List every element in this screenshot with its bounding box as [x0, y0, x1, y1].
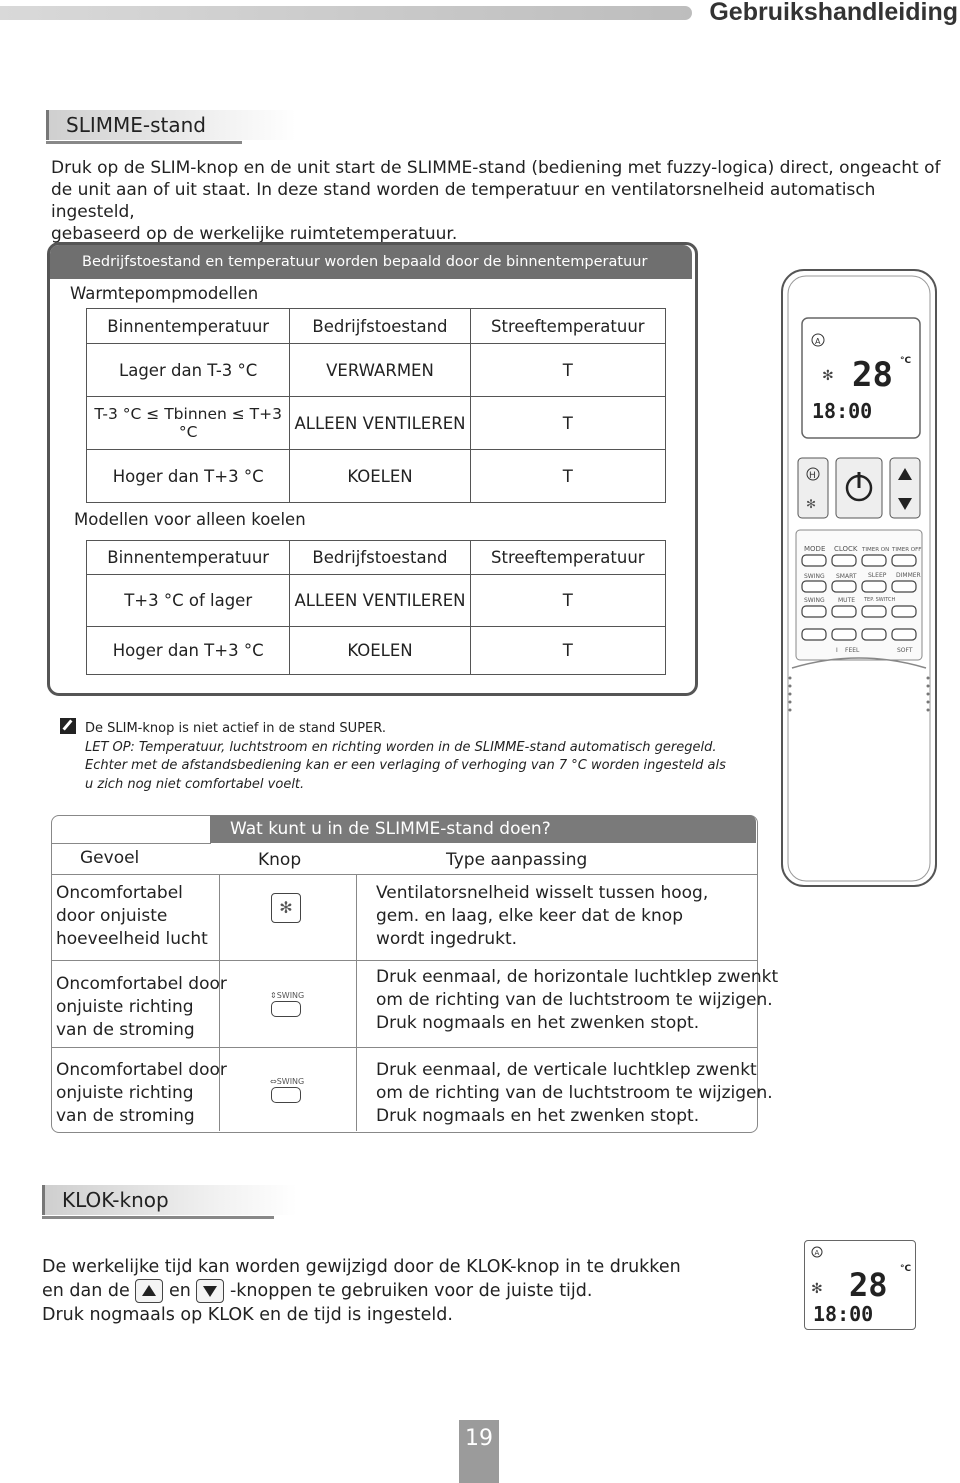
remote-btn-label: TIMER OFF [892, 547, 922, 553]
table-cell: ALLEEN VENTILEREN [290, 575, 470, 627]
note-icon [60, 718, 76, 734]
cooling-table [86, 540, 666, 675]
clock-line: De werkelijke tijd kan worden gewijzigd door de KLOK-knop in te drukken [42, 1257, 681, 1277]
section-heading-clock-text: KLOK-knop [62, 1188, 169, 1212]
slim-intro-line: de unit aan of uit staat. In deze stand worden de temperatuur en ventilatorsnelheid automatisch ingesteld, [51, 180, 876, 222]
lcd-unit: °C [900, 1264, 912, 1274]
remote-btn-label: MODE [804, 545, 826, 553]
header-bar [0, 6, 692, 20]
clock-text [42, 1255, 681, 1327]
table-header-cell: Binnentemperatuur [87, 541, 290, 575]
fan-button-icon: ✻ [271, 893, 301, 923]
remote-btn-label: SOFT [897, 647, 913, 654]
heatpump-label: Warmtepompmodellen [70, 284, 259, 303]
down-arrow-button-icon [196, 1279, 224, 1303]
table-row [87, 575, 666, 627]
remote-btn-label: SWING [804, 597, 825, 604]
svg-text:A: A [815, 337, 821, 346]
feel-cell: Oncomfortabel door onjuiste hoeveelheid lucht [56, 883, 208, 949]
note-line: u zich nog niet comfortabel voelt. [85, 776, 305, 792]
table-cell: ALLEEN VENTILEREN [290, 397, 470, 450]
col-header-gevoel: Gevoel [80, 848, 140, 868]
desc-cell: Druk eenmaal, de verticale luchtklep zwenkt om de richting van de luchtstroom te wijzigen. Druk nogmaals en het zwenken stopt. [376, 1060, 773, 1126]
table-header-row [87, 309, 666, 344]
remote-btn-label: DIMMER [896, 572, 921, 579]
table-cell: T [470, 344, 665, 397]
lcd-temp: 28 [849, 1266, 888, 1304]
feel-cell: Oncomfortabel door onjuiste richting van de stroming [56, 974, 227, 1040]
remote-btn-label: TIMER ON [862, 547, 890, 553]
table-cell: T [470, 627, 665, 675]
remote-control-illustration [780, 268, 938, 888]
table-cell: Hoger dan T+3 °C [87, 450, 290, 503]
remote-btn-label: TEP. SWITCH [864, 597, 896, 603]
svg-text:✻: ✻ [822, 368, 834, 384]
remote-btn-label: SLEEP [868, 572, 887, 579]
slim-intro-line: gebaseerd op de werkelijke ruimtetemperatuur. [51, 224, 458, 244]
note-line: Echter met de afstandsbediening kan er een verlaging of verhoging van 7 °C worden ingesteld als [85, 758, 726, 773]
svg-text:✻: ✻ [811, 1281, 823, 1297]
slim-note [85, 720, 726, 794]
table-header-cell: Binnentemperatuur [87, 309, 290, 344]
remote-time: 18:00 [812, 399, 873, 423]
section-heading-slim-text: SLIMME-stand [66, 113, 206, 137]
swing-horizontal-button-icon [271, 1087, 301, 1103]
slim-intro [51, 157, 960, 245]
section-heading-slim [46, 110, 296, 140]
page-number: 19 [459, 1420, 499, 1483]
remote-btn-label: SWING [804, 573, 825, 580]
up-arrow-button-icon [135, 1279, 163, 1303]
section-heading-clock [42, 1185, 297, 1215]
table-cell: KOELEN [290, 627, 470, 675]
feel-cell: Oncomfortabel door onjuiste richting van de stroming [56, 1060, 227, 1126]
cooling-label: Modellen voor alleen koelen [74, 510, 306, 529]
table-header-cell: Streeftemperatuur [470, 541, 665, 575]
slim-intro-line: Druk op de SLIM-knop en de unit start de SLIMME-stand (bediening met fuzzy-logica) direct, ongeacht of [51, 158, 941, 178]
col-header-type: Type aanpassing [446, 850, 588, 870]
table-header-cell: Streeftemperatuur [470, 309, 665, 344]
table-cell: T-3 °C ≤ Tbinnen ≤ T+3 °C [87, 397, 290, 450]
table-row [87, 344, 666, 397]
remote-h-label: H [809, 471, 816, 481]
desc-cell: Ventilatorsnelheid wisselt tussen hoog, gem. en laag, elke keer dat de knop wordt ingedrukt. [376, 883, 709, 949]
table-header-cell: Bedrijfstoestand [290, 309, 470, 344]
table-cell: VERWARMEN [290, 344, 470, 397]
table-cell: T+3 °C of lager [87, 575, 290, 627]
table-row [87, 397, 666, 450]
document-title: Gebruikshandleiding [709, 0, 958, 26]
table-cell: KOELEN [290, 450, 470, 503]
table-cell: T [470, 397, 665, 450]
remote-btn-label: FEEL [845, 647, 860, 654]
remote-temp: 28 [852, 355, 893, 395]
swing-vertical-button-icon [271, 1001, 301, 1017]
swing-horizontal-label: ⇔SWING [270, 1077, 305, 1086]
lcd-display-illustration [804, 1240, 916, 1330]
table-header-cell: Bedrijfstoestand [290, 541, 470, 575]
remote-control-drawing [780, 268, 938, 888]
table-row [87, 450, 666, 503]
clock-line: en dan de en -knoppen te gebruiken voor de juiste tijd. [42, 1281, 593, 1301]
svg-text:A: A [814, 1249, 820, 1257]
heatpump-table [86, 308, 666, 503]
remote-btn-label: MUTE [838, 597, 856, 604]
table-header-row [87, 541, 666, 575]
panel-title: Bedrijfstoestand en temperatuur worden bepaald door de binnentemperatuur [50, 245, 692, 279]
table-cell: Lager dan T-3 °C [87, 344, 290, 397]
remote-btn-label: SMART [836, 573, 857, 580]
table-cell: T [470, 575, 665, 627]
desc-cell: Druk eenmaal, de horizontale luchtklep zwenkt om de richting van de luchtstroom te wijzigen. Druk nogmaals en het zwenken stopt. [376, 967, 779, 1033]
svg-text:✻: ✻ [806, 497, 817, 511]
table-cell: Hoger dan T+3 °C [87, 627, 290, 675]
lcd-display-drawing [805, 1241, 915, 1329]
remote-unit: °C [900, 356, 912, 366]
remote-btn-label: CLOCK [834, 545, 858, 553]
remote-btn-label: I [836, 647, 838, 654]
note-line: LET OP: Temperatuur, luchtstroom en richting worden in de SLIMME-stand automatisch geregeld. [85, 739, 717, 755]
table-row [87, 627, 666, 675]
swing-vertical-label: ⇕SWING [270, 991, 305, 1000]
lcd-time: 18:00 [813, 1302, 874, 1326]
what-table-title: Wat kunt u in de SLIMME-stand doen? [210, 815, 756, 843]
clock-line: Druk nogmaals op KLOK en de tijd is ingesteld. [42, 1305, 453, 1325]
col-header-knop: Knop [258, 850, 302, 870]
table-cell: T [470, 450, 665, 503]
note-line: De SLIM-knop is niet actief in de stand SUPER. [85, 721, 386, 736]
